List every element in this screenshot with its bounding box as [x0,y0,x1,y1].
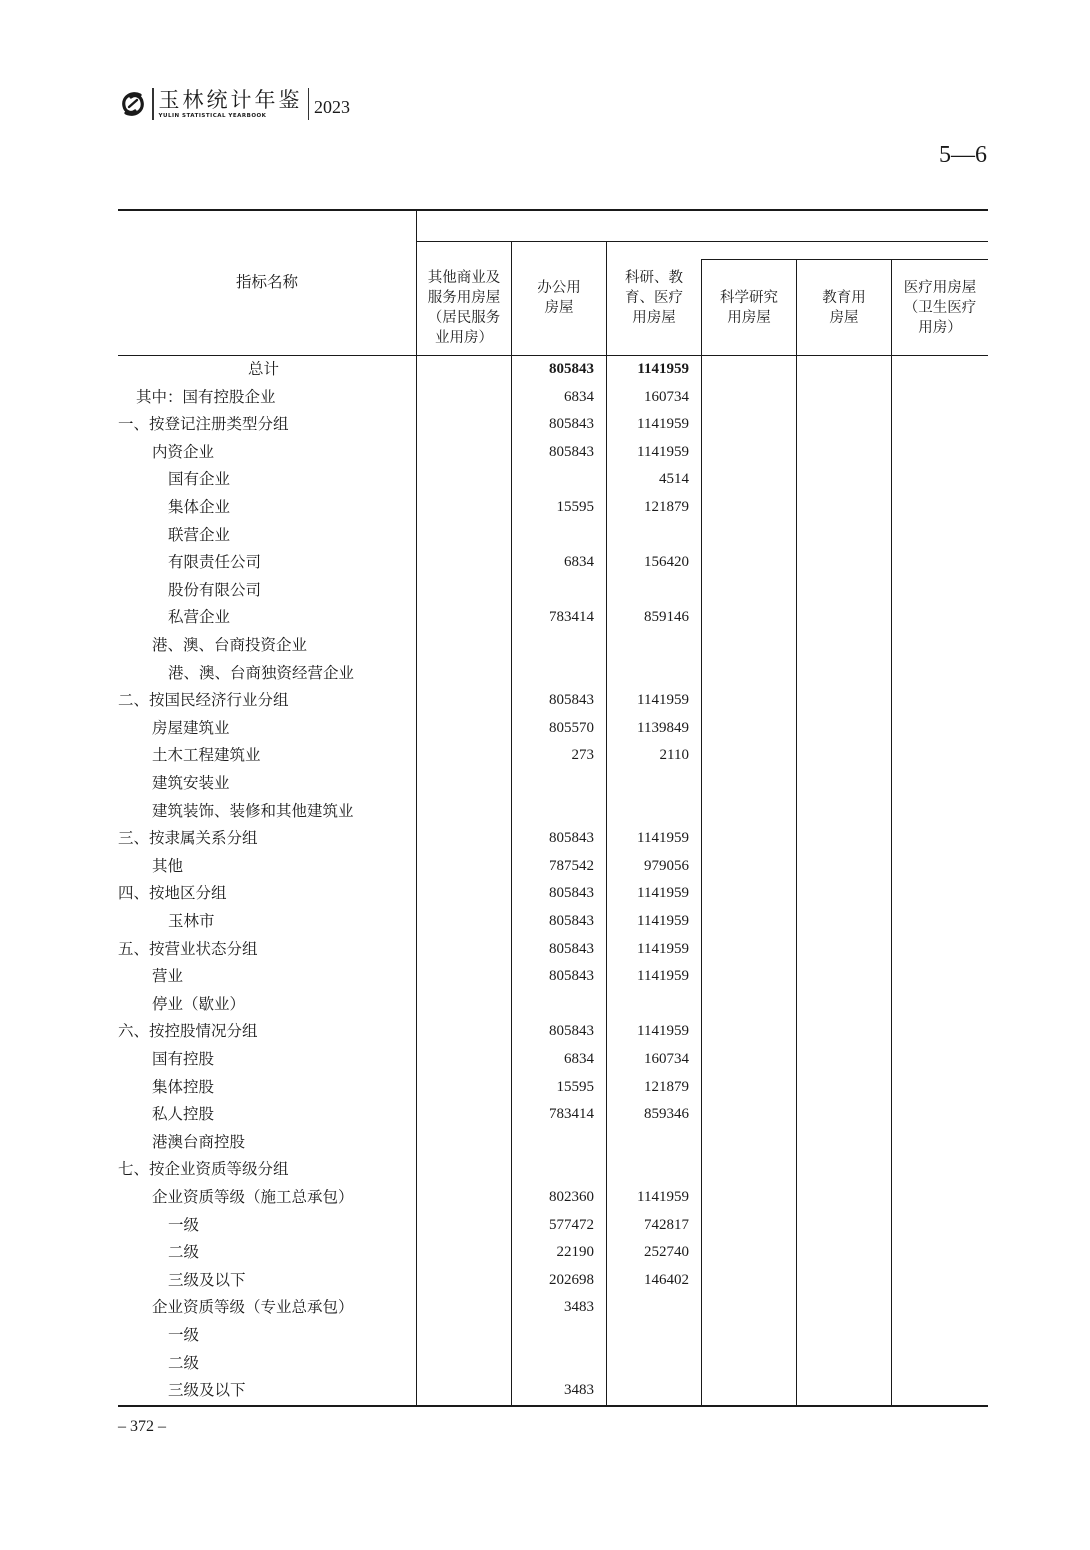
row-label: 其他 [152,856,184,875]
cell-research-edu-medical: 1141959 [637,830,689,847]
cell-research-edu-medical: 1141959 [637,913,689,929]
cell-office: 805843 [549,416,594,433]
cell-office: 805843 [549,968,594,985]
row-label: 三、按隶属关系分组 [118,829,258,848]
cell-research-edu-medical: 4514 [659,471,689,488]
row-label: 停业（歇业） [152,994,246,1013]
cell-office: 805843 [549,361,594,377]
cell-research-edu-medical: 146402 [644,1271,689,1288]
cell-research-edu-medical: 1141959 [637,1189,689,1205]
row-label: 港澳台商控股 [152,1132,246,1151]
cell-office: 15595 [556,1078,594,1095]
cell-office: 805570 [549,719,594,736]
row-label: 集体企业 [168,498,231,516]
cell-research-edu-medical: 252740 [644,1244,689,1261]
col-header-office: 办公用 房屋 [537,280,581,316]
col-header-education: 教育用 房屋 [822,290,866,326]
col-header-research-edu-medical: 科研、教 育、医疗 用房屋 [625,270,683,326]
yearbook-year: 2023 [314,97,350,117]
row-label: 建筑安装业 [152,774,230,792]
cell-office: 802360 [549,1189,594,1205]
row-label: 三级及以下 [168,1381,246,1400]
brand-block [159,88,303,120]
row-label: 私人控股 [152,1105,215,1124]
cell-research-edu-medical: 1139849 [637,719,689,736]
row-label: 总计 [248,360,280,378]
row-label: 企业资质等级（施工总承包） [152,1188,354,1206]
cell-office: 6834 [564,1051,594,1067]
brand-title-cn: 玉林统计年鉴 [158,88,303,112]
cell-research-edu-medical: 1141959 [637,416,689,433]
cell-research-edu-medical: 121879 [644,499,689,515]
table-bottom-rule [118,1405,988,1407]
cell-research-edu-medical: 2110 [659,747,689,764]
row-label: 有限责任公司 [168,553,262,572]
col-separator [701,259,702,1405]
row-label: 私营企业 [168,608,231,627]
cell-research-edu-medical: 1141959 [637,443,689,460]
row-label: 房屋建筑业 [152,718,230,737]
col-header-other-commercial: 其他商业及 服务用房屋 （居民服务 业用房） [427,270,501,346]
cell-office: 805843 [549,1023,594,1040]
header-rule-1 [416,241,988,242]
row-label: 建筑装饰、装修和其他建筑业 [152,801,354,820]
col-header-medical: 医疗用房屋 （卫生医疗 用房） [903,280,977,336]
cell-research-edu-medical: 156420 [644,554,689,571]
cell-research-edu-medical: 121879 [644,1078,689,1095]
row-label: 土木工程建筑业 [152,746,261,765]
cell-office: 202698 [549,1271,594,1288]
yearbook-logo-icon [118,89,148,119]
cell-research-edu-medical: 979056 [644,857,689,874]
col-separator [416,211,417,1405]
cell-research-edu-medical: 859146 [644,609,689,626]
cell-research-edu-medical: 1141959 [637,1023,689,1040]
cell-office: 805843 [549,830,594,847]
cell-office: 787542 [549,857,594,874]
cell-office: 577472 [549,1216,594,1233]
row-label: 一级 [168,1215,200,1234]
cell-research-edu-medical: 160734 [644,1051,689,1067]
cell-office: 805843 [549,940,594,957]
row-label: 二级 [168,1353,200,1372]
table-top-rule [118,209,988,211]
cell-research-edu-medical: 160734 [644,388,689,405]
row-label: 一级 [168,1326,200,1344]
cell-office: 3483 [564,1382,594,1399]
col-header-indicator: 指标名称 [235,273,298,291]
row-label: 股份有限公司 [168,580,262,599]
header-rule-2 [701,259,988,260]
cell-research-edu-medical: 1141959 [637,968,689,985]
row-label: 营业 [152,967,184,986]
cell-office: 805843 [549,913,594,929]
cell-office: 15595 [556,499,594,515]
row-label: 二、按国民经济行业分组 [118,691,289,710]
cell-office: 783414 [549,609,594,626]
col-separator [796,259,797,1405]
row-label: 国有控股 [152,1050,215,1068]
cell-office: 805843 [549,692,594,709]
cell-research-edu-medical: 1141959 [637,885,689,902]
row-label: 集体控股 [152,1077,215,1096]
row-label: 玉林市 [168,912,215,930]
page-number: – 372 – [118,1418,166,1435]
cell-office: 6834 [564,554,594,571]
col-header-research: 科学研究 用房屋 [720,290,778,326]
row-label: 四、按地区分组 [118,884,227,903]
header-divider-2 [308,88,310,120]
row-label: 三级及以下 [168,1270,246,1289]
row-label: 一、按登记注册类型分组 [118,415,289,434]
cell-office: 805843 [549,443,594,460]
header-divider [152,88,154,120]
row-label: 企业资质等级（专业总承包） [152,1298,354,1317]
row-label: 联营企业 [168,525,231,544]
cell-office: 273 [571,747,594,764]
cell-research-edu-medical: 1141959 [637,692,689,709]
cell-office: 805843 [549,885,594,902]
row-label: 二级 [168,1243,200,1262]
cell-research-edu-medical: 742817 [644,1216,689,1233]
row-label: 内资企业 [152,442,215,461]
cell-office: 3483 [564,1299,594,1316]
row-label: 其中：国有控股企业 [136,387,276,406]
cell-office: 783414 [549,1106,594,1123]
cell-research-edu-medical: 1141959 [637,940,689,957]
yearbook-header [118,86,350,122]
row-label: 港、澳、台商投资企业 [152,636,308,654]
row-label: 五、按营业状态分组 [118,939,258,958]
row-label: 七、按企业资质等级分组 [118,1160,289,1179]
cell-office: 6834 [564,388,594,405]
col-separator [891,259,892,1405]
cell-research-edu-medical: 1141959 [637,361,689,377]
row-label: 六、按控股情况分组 [118,1022,258,1041]
table-number: 5—6 [939,142,987,168]
row-label: 港、澳、台商独资经营企业 [168,663,355,682]
row-label: 国有企业 [168,470,231,489]
cell-office: 22190 [556,1244,594,1261]
cell-research-edu-medical: 859346 [644,1106,689,1123]
brand-title-en: YULIN STATISTICAL YEARBOOK [158,113,267,119]
